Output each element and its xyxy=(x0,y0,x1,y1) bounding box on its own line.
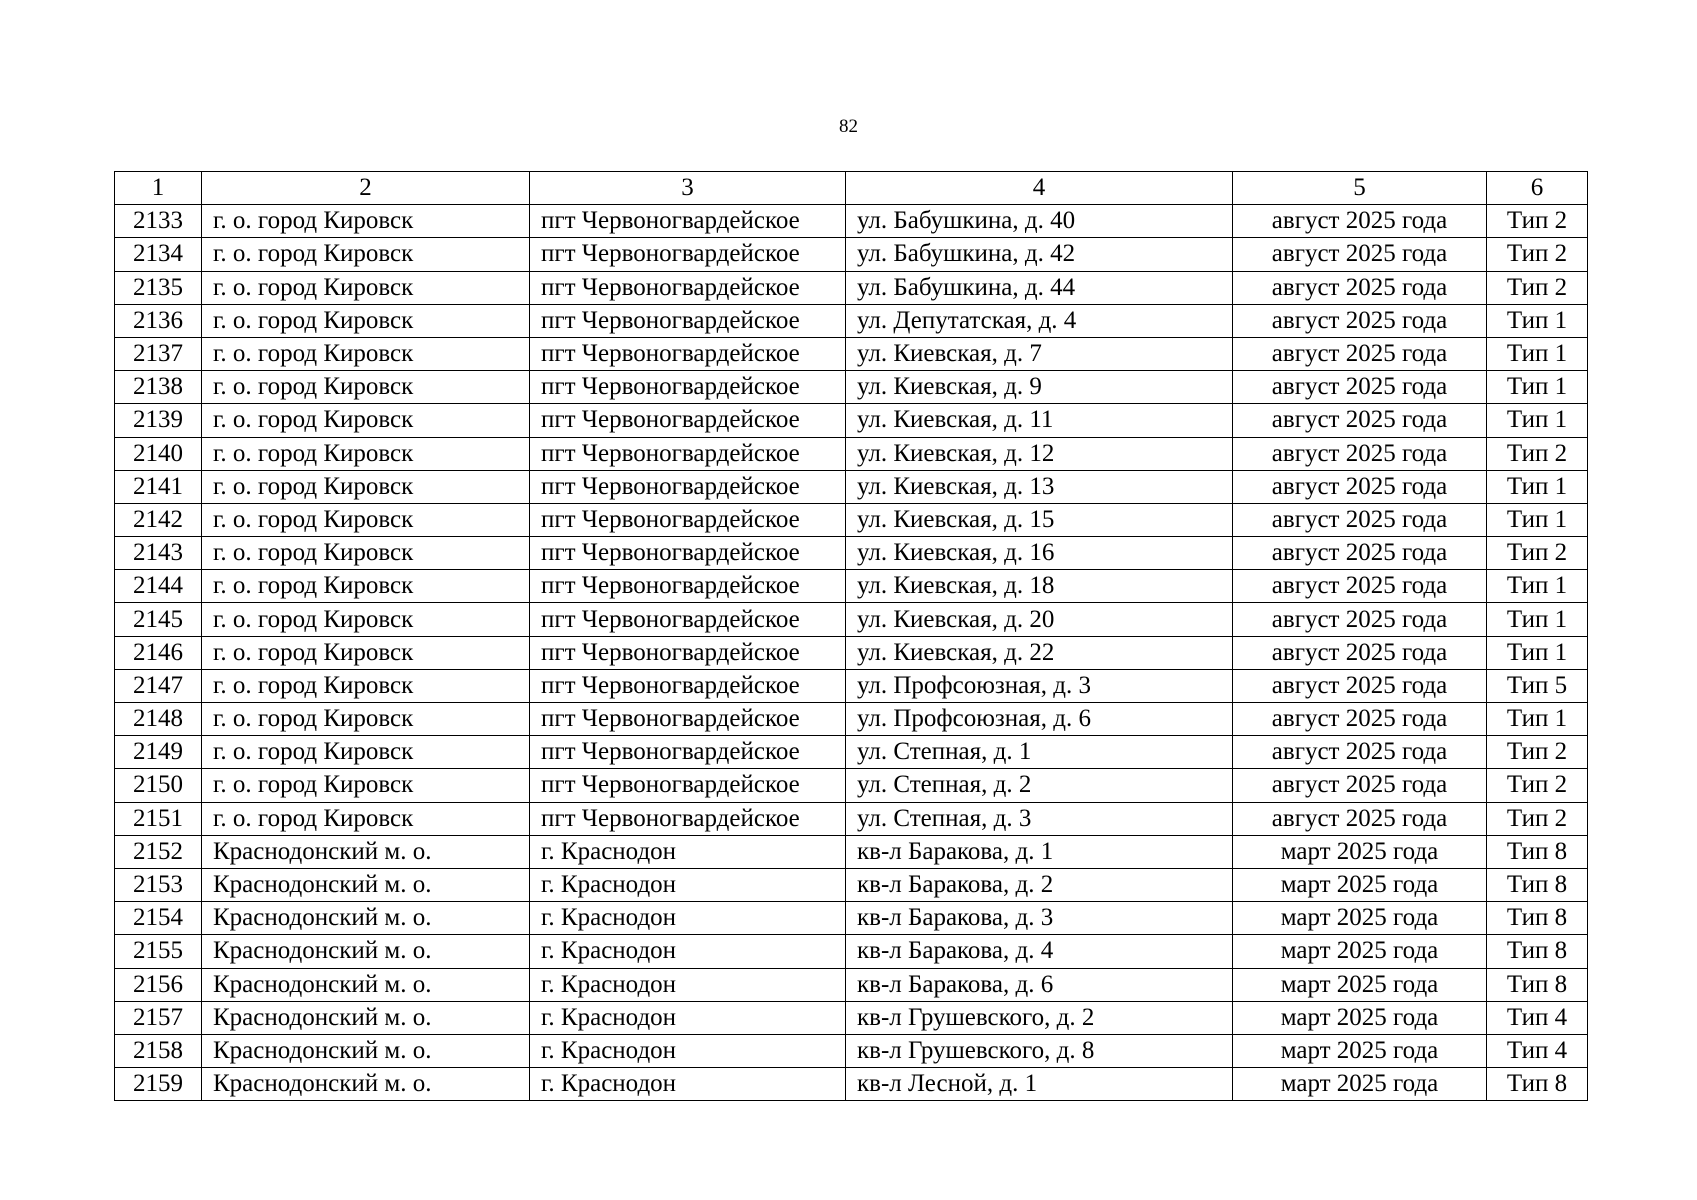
settlement-cell: пгт Червоногвардейское xyxy=(530,271,846,304)
period-cell: август 2025 года xyxy=(1233,205,1487,238)
row-number-cell: 2137 xyxy=(115,337,202,370)
district-cell: Краснодонский м. о. xyxy=(202,1001,530,1034)
type-cell: Тип 8 xyxy=(1487,835,1588,868)
type-cell: Тип 1 xyxy=(1487,404,1588,437)
type-cell: Тип 1 xyxy=(1487,304,1588,337)
period-cell: август 2025 года xyxy=(1233,570,1487,603)
district-cell: г. о. город Кировск xyxy=(202,636,530,669)
address-cell: кв-л Баракова, д. 3 xyxy=(846,902,1233,935)
type-cell: Тип 2 xyxy=(1487,537,1588,570)
type-cell: Тип 8 xyxy=(1487,868,1588,901)
address-cell: кв-л Баракова, д. 1 xyxy=(846,835,1233,868)
settlement-cell: пгт Червоногвардейское xyxy=(530,470,846,503)
table-row xyxy=(115,271,1588,304)
type-cell: Тип 2 xyxy=(1487,205,1588,238)
table-row xyxy=(115,868,1588,901)
period-cell: март 2025 года xyxy=(1233,1034,1487,1067)
settlement-cell: пгт Червоногвардейское xyxy=(530,703,846,736)
row-number-cell: 2156 xyxy=(115,968,202,1001)
settlement-cell: пгт Червоногвардейское xyxy=(530,603,846,636)
district-cell: Краснодонский м. о. xyxy=(202,835,530,868)
settlement-cell: пгт Червоногвардейское xyxy=(530,503,846,536)
address-cell: ул. Киевская, д. 7 xyxy=(846,337,1233,370)
district-cell: г. о. город Кировск xyxy=(202,802,530,835)
period-cell: август 2025 года xyxy=(1233,736,1487,769)
district-cell: Краснодонский м. о. xyxy=(202,1034,530,1067)
settlement-cell: г. Краснодон xyxy=(530,1034,846,1067)
district-cell: г. о. город Кировск xyxy=(202,503,530,536)
type-cell: Тип 2 xyxy=(1487,769,1588,802)
address-cell: ул. Киевская, д. 11 xyxy=(846,404,1233,437)
district-cell: Краснодонский м. о. xyxy=(202,902,530,935)
table-row xyxy=(115,404,1588,437)
settlement-cell: пгт Червоногвардейское xyxy=(530,337,846,370)
period-cell: март 2025 года xyxy=(1233,935,1487,968)
table-row xyxy=(115,835,1588,868)
district-cell: г. о. город Кировск xyxy=(202,205,530,238)
address-cell: ул. Степная, д. 2 xyxy=(846,769,1233,802)
type-cell: Тип 2 xyxy=(1487,271,1588,304)
type-cell: Тип 8 xyxy=(1487,1068,1588,1101)
column-header-2: 2 xyxy=(202,172,530,205)
row-number-cell: 2149 xyxy=(115,736,202,769)
settlement-cell: г. Краснодон xyxy=(530,1068,846,1101)
row-number-cell: 2145 xyxy=(115,603,202,636)
row-number-cell: 2141 xyxy=(115,470,202,503)
district-cell: г. о. город Кировск xyxy=(202,304,530,337)
address-cell: кв-л Лесной, д. 1 xyxy=(846,1068,1233,1101)
district-cell: г. о. город Кировск xyxy=(202,371,530,404)
address-cell: ул. Бабушкина, д. 42 xyxy=(846,238,1233,271)
period-cell: август 2025 года xyxy=(1233,238,1487,271)
district-cell: г. о. город Кировск xyxy=(202,703,530,736)
row-number-cell: 2159 xyxy=(115,1068,202,1101)
table-row xyxy=(115,537,1588,570)
period-cell: август 2025 года xyxy=(1233,503,1487,536)
table-row xyxy=(115,1001,1588,1034)
district-cell: г. о. город Кировск xyxy=(202,570,530,603)
table-row xyxy=(115,802,1588,835)
address-cell: ул. Киевская, д. 20 xyxy=(846,603,1233,636)
row-number-cell: 2147 xyxy=(115,669,202,702)
type-cell: Тип 2 xyxy=(1487,802,1588,835)
row-number-cell: 2152 xyxy=(115,835,202,868)
table-row xyxy=(115,205,1588,238)
type-cell: Тип 2 xyxy=(1487,736,1588,769)
settlement-cell: пгт Червоногвардейское xyxy=(530,404,846,437)
row-number-cell: 2146 xyxy=(115,636,202,669)
district-cell: Краснодонский м. о. xyxy=(202,968,530,1001)
row-number-cell: 2155 xyxy=(115,935,202,968)
address-cell: ул. Киевская, д. 9 xyxy=(846,371,1233,404)
type-cell: Тип 2 xyxy=(1487,437,1588,470)
address-cell: ул. Киевская, д. 13 xyxy=(846,470,1233,503)
type-cell: Тип 4 xyxy=(1487,1001,1588,1034)
column-header-5: 5 xyxy=(1233,172,1487,205)
type-cell: Тип 5 xyxy=(1487,669,1588,702)
district-cell: г. о. город Кировск xyxy=(202,238,530,271)
settlement-cell: пгт Червоногвардейское xyxy=(530,570,846,603)
settlement-cell: пгт Червоногвардейское xyxy=(530,238,846,271)
address-cell: ул. Киевская, д. 16 xyxy=(846,537,1233,570)
type-cell: Тип 1 xyxy=(1487,703,1588,736)
period-cell: август 2025 года xyxy=(1233,669,1487,702)
district-cell: г. о. город Кировск xyxy=(202,669,530,702)
settlement-cell: пгт Червоногвардейское xyxy=(530,371,846,404)
period-cell: август 2025 года xyxy=(1233,802,1487,835)
table-row xyxy=(115,902,1588,935)
period-cell: август 2025 года xyxy=(1233,371,1487,404)
table-row xyxy=(115,736,1588,769)
row-number-cell: 2133 xyxy=(115,205,202,238)
row-number-cell: 2151 xyxy=(115,802,202,835)
settlement-cell: г. Краснодон xyxy=(530,968,846,1001)
address-cell: ул. Профсоюзная, д. 6 xyxy=(846,703,1233,736)
period-cell: август 2025 года xyxy=(1233,437,1487,470)
period-cell: август 2025 года xyxy=(1233,304,1487,337)
table-row xyxy=(115,371,1588,404)
table-header-row xyxy=(115,172,1588,205)
address-cell: ул. Киевская, д. 18 xyxy=(846,570,1233,603)
table-row xyxy=(115,570,1588,603)
row-number-cell: 2135 xyxy=(115,271,202,304)
period-cell: март 2025 года xyxy=(1233,902,1487,935)
table-row xyxy=(115,238,1588,271)
period-cell: март 2025 года xyxy=(1233,868,1487,901)
type-cell: Тип 1 xyxy=(1487,603,1588,636)
row-number-cell: 2143 xyxy=(115,537,202,570)
row-number-cell: 2158 xyxy=(115,1034,202,1067)
address-cell: кв-л Баракова, д. 2 xyxy=(846,868,1233,901)
period-cell: август 2025 года xyxy=(1233,603,1487,636)
district-cell: Краснодонский м. о. xyxy=(202,868,530,901)
period-cell: март 2025 года xyxy=(1233,1068,1487,1101)
district-cell: г. о. город Кировск xyxy=(202,537,530,570)
settlement-cell: пгт Червоногвардейское xyxy=(530,636,846,669)
district-cell: г. о. город Кировск xyxy=(202,437,530,470)
row-number-cell: 2136 xyxy=(115,304,202,337)
settlement-cell: г. Краснодон xyxy=(530,1001,846,1034)
settlement-cell: г. Краснодон xyxy=(530,902,846,935)
period-cell: март 2025 года xyxy=(1233,835,1487,868)
settlement-cell: пгт Червоногвардейское xyxy=(530,769,846,802)
district-cell: г. о. город Кировск xyxy=(202,337,530,370)
row-number-cell: 2157 xyxy=(115,1001,202,1034)
data-table xyxy=(114,171,1588,1101)
row-number-cell: 2154 xyxy=(115,902,202,935)
column-header-4: 4 xyxy=(846,172,1233,205)
table-row xyxy=(115,669,1588,702)
row-number-cell: 2144 xyxy=(115,570,202,603)
type-cell: Тип 2 xyxy=(1487,238,1588,271)
settlement-cell: пгт Червоногвардейское xyxy=(530,205,846,238)
settlement-cell: пгт Червоногвардейское xyxy=(530,669,846,702)
type-cell: Тип 1 xyxy=(1487,337,1588,370)
table-row xyxy=(115,470,1588,503)
page-number: 82 xyxy=(839,116,858,137)
row-number-cell: 2148 xyxy=(115,703,202,736)
row-number-cell: 2153 xyxy=(115,868,202,901)
period-cell: август 2025 года xyxy=(1233,537,1487,570)
type-cell: Тип 1 xyxy=(1487,503,1588,536)
settlement-cell: г. Краснодон xyxy=(530,868,846,901)
address-cell: ул. Бабушкина, д. 44 xyxy=(846,271,1233,304)
type-cell: Тип 1 xyxy=(1487,636,1588,669)
row-number-cell: 2139 xyxy=(115,404,202,437)
type-cell: Тип 8 xyxy=(1487,968,1588,1001)
row-number-cell: 2134 xyxy=(115,238,202,271)
settlement-cell: пгт Червоногвардейское xyxy=(530,802,846,835)
table-row xyxy=(115,1068,1588,1101)
address-cell: кв-л Грушевского, д. 8 xyxy=(846,1034,1233,1067)
period-cell: август 2025 года xyxy=(1233,769,1487,802)
table-row xyxy=(115,1034,1588,1067)
address-cell: ул. Киевская, д. 12 xyxy=(846,437,1233,470)
period-cell: август 2025 года xyxy=(1233,404,1487,437)
address-cell: кв-л Баракова, д. 4 xyxy=(846,935,1233,968)
column-header-6: 6 xyxy=(1487,172,1588,205)
table-row xyxy=(115,968,1588,1001)
district-cell: г. о. город Кировск xyxy=(202,603,530,636)
address-cell: кв-л Грушевского, д. 2 xyxy=(846,1001,1233,1034)
address-cell: ул. Депутатская, д. 4 xyxy=(846,304,1233,337)
table-row xyxy=(115,337,1588,370)
district-cell: г. о. город Кировск xyxy=(202,769,530,802)
type-cell: Тип 1 xyxy=(1487,570,1588,603)
settlement-cell: г. Краснодон xyxy=(530,835,846,868)
district-cell: г. о. город Кировск xyxy=(202,271,530,304)
address-cell: ул. Киевская, д. 15 xyxy=(846,503,1233,536)
period-cell: август 2025 года xyxy=(1233,470,1487,503)
settlement-cell: пгт Червоногвардейское xyxy=(530,736,846,769)
table-body xyxy=(115,172,1588,1101)
table-row xyxy=(115,304,1588,337)
period-cell: март 2025 года xyxy=(1233,1001,1487,1034)
address-cell: ул. Киевская, д. 22 xyxy=(846,636,1233,669)
district-cell: г. о. город Кировск xyxy=(202,736,530,769)
settlement-cell: г. Краснодон xyxy=(530,935,846,968)
table-row xyxy=(115,603,1588,636)
row-number-cell: 2138 xyxy=(115,371,202,404)
address-cell: кв-л Баракова, д. 6 xyxy=(846,968,1233,1001)
period-cell: август 2025 года xyxy=(1233,636,1487,669)
type-cell: Тип 1 xyxy=(1487,371,1588,404)
period-cell: март 2025 года xyxy=(1233,968,1487,1001)
district-cell: Краснодонский м. о. xyxy=(202,935,530,968)
settlement-cell: пгт Червоногвардейское xyxy=(530,437,846,470)
table-row xyxy=(115,703,1588,736)
table-row xyxy=(115,503,1588,536)
table-row xyxy=(115,769,1588,802)
table-row xyxy=(115,935,1588,968)
address-cell: ул. Профсоюзная, д. 3 xyxy=(846,669,1233,702)
type-cell: Тип 1 xyxy=(1487,470,1588,503)
settlement-cell: пгт Червоногвардейское xyxy=(530,537,846,570)
district-cell: Краснодонский м. о. xyxy=(202,1068,530,1101)
type-cell: Тип 8 xyxy=(1487,902,1588,935)
address-cell: ул. Степная, д. 3 xyxy=(846,802,1233,835)
table-row xyxy=(115,636,1588,669)
column-header-1: 1 xyxy=(115,172,202,205)
district-cell: г. о. город Кировск xyxy=(202,470,530,503)
type-cell: Тип 8 xyxy=(1487,935,1588,968)
row-number-cell: 2140 xyxy=(115,437,202,470)
address-cell: ул. Бабушкина, д. 40 xyxy=(846,205,1233,238)
table-row xyxy=(115,437,1588,470)
period-cell: август 2025 года xyxy=(1233,271,1487,304)
period-cell: август 2025 года xyxy=(1233,703,1487,736)
row-number-cell: 2142 xyxy=(115,503,202,536)
type-cell: Тип 4 xyxy=(1487,1034,1588,1067)
settlement-cell: пгт Червоногвардейское xyxy=(530,304,846,337)
address-cell: ул. Степная, д. 1 xyxy=(846,736,1233,769)
period-cell: август 2025 года xyxy=(1233,337,1487,370)
row-number-cell: 2150 xyxy=(115,769,202,802)
column-header-3: 3 xyxy=(530,172,846,205)
district-cell: г. о. город Кировск xyxy=(202,404,530,437)
